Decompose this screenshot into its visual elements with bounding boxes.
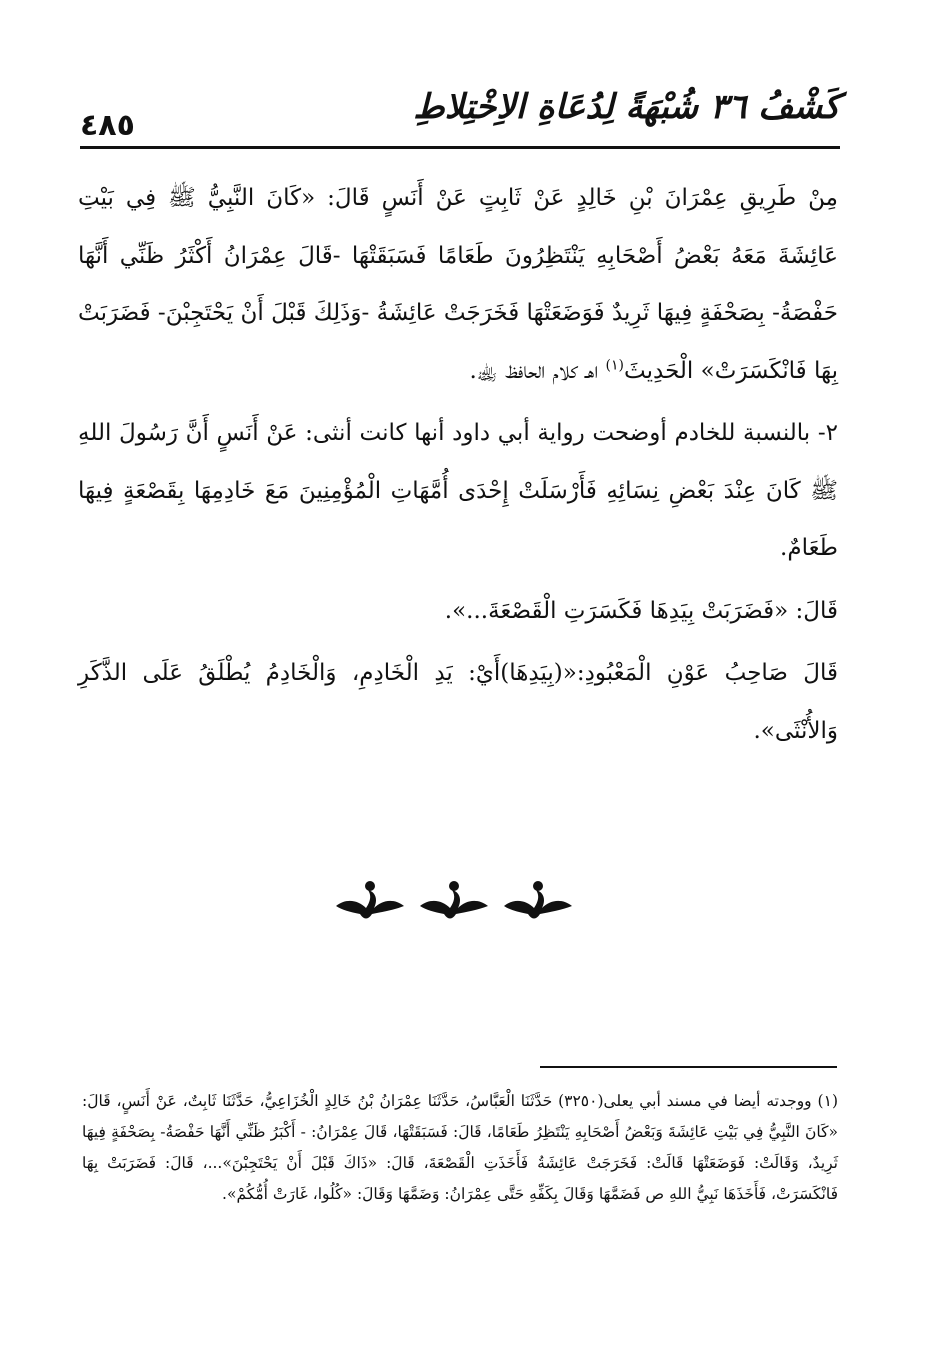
- section-ornament: [332, 872, 580, 928]
- page-number: ٤٨٥: [80, 108, 135, 143]
- paragraph-1-end: اهـ كلام الحافظ ﵀.: [469, 357, 606, 384]
- paragraph-2: ٢- بالنسبة للخادم أوضحت رواية أبي داود أنها كانت أنثى: عَنْ أَنَسٍ أَنَّ رَسُولَ اللهِ ﷺ كَانَ عِنْدَ بَعْضِ نِسَائِهِ فَأَرْسَلَتْ إِحْدَى أُمَّهَاتِ الْمُؤْمِنِينَ مَعَ خَادِمِهَا بِقَصْعَةٍ فِيهَا طَعَامٌ.: [78, 420, 838, 561]
- page-header: [80, 85, 840, 155]
- ornament-motif-right: [504, 881, 572, 919]
- paragraph-1: [78, 170, 838, 400]
- footnote-separator: [540, 1066, 837, 1068]
- paragraph-1-text: مِنْ طَرِيقِ عِمْرَانَ بْنِ خَالِدٍ عَنْ ثَابِتٍ عَنْ أَنَسٍ قَالَ: «كَانَ النَّبِيُّ ﷺ فِي بَيْتِ عَائِشَةَ مَعَهُ بَعْضُ أَصْحَابِهِ يَنْتَظِرُونَ طَعَامًا فَسَبَقَتْهَا -قَالَ عِمْرَانُ أَكْثَرُ ظَنِّي أَنَّهَا حَفْصَةُ- بِصَحْفَةٍ فِيهَا ثَرِيدٌ فَوَضَعَتْهَا فَخَرَجَتْ عَائِشَةُ -وَذَلِكَ قَبْلَ أَنْ يَحْتَجِبْنَ- فَضَرَبَتْ بِهَا فَانْكَسَرَتْ» الْحَدِيثَ: [78, 185, 838, 384]
- footnotes: [82, 1086, 838, 1210]
- paragraph-4: قَالَ صَاحِبُ عَوْنِ الْمَعْبُودِ:«(بِيَدِهَا)أَيْ: يَدِ الْخَادِمِ، وَالْخَادِمُ يُطْلَقُ عَلَى الذَّكَرِ وَالأُنْثَى».: [78, 660, 838, 744]
- book-title: كَشْفُ ٣٦ شُبْهَةً لِدُعَاةِ الاِخْتِلاطِ: [413, 87, 840, 127]
- main-text: [78, 170, 838, 760]
- ornament-motif-left: [336, 881, 404, 919]
- footnote-reference: (١): [605, 356, 625, 373]
- footnote-1: (١) ووجدته أيضا في مسند أبي يعلى(٣٢٥٠) حَدَّثَنَا الْعَبَّاسُ، حَدَّثَنَا عِمْرَانُ بْنُ خَالِدٍ الْخُزَاعِيُّ، حَدَّثَنَا ثَابِتٌ، عَنْ أَنَسٍ، قَالَ: «كَانَ النَّبِيُّ فِي بَيْتِ عَائِشَةَ وَبَعْضُ أَصْحَابِهِ يَنْتَظِرُ طَعَامًا، قَالَ: فَسَبَقَتْهَا، قَالَ عِمْرَانُ: - أَكْبَرُ ظَنِّي أَنَّهَا حَفْصَةُ- بِصَحْفَةٍ فِيهَا ثَرِيدٌ، وَقَالَتْ: فَوَضَعَتْهَا قَالَتْ: فَخَرَجَتْ عَائِشَةُ فَأَخَذَتِ الْقَصْعَةَ، قَالَ: «ذَاكَ قَبْلَ أَنْ يَحْتَجِبْنَ»...، قَالَ: فَضَرَبَتْ بِهَا فَانْكَسَرَتْ، فَأَخَذَهَا نَبِيُّ اللهِ ص فَضَمَّهَا وَقَالَ بِكَفِّهِ حَتَّى عِمْرَانُ: وَضَمَّهَا وَقَالَ: «كُلُوا، غَارَتْ أُمُّكُمْ».: [82, 1092, 838, 1203]
- paragraph-3: قَالَ: «فَضَرَبَتْ بِيَدِهَا فَكَسَرَتِ الْقَصْعَةَ...».: [444, 597, 838, 624]
- header-rule: [80, 146, 840, 149]
- ornament-motif-center: [420, 881, 488, 919]
